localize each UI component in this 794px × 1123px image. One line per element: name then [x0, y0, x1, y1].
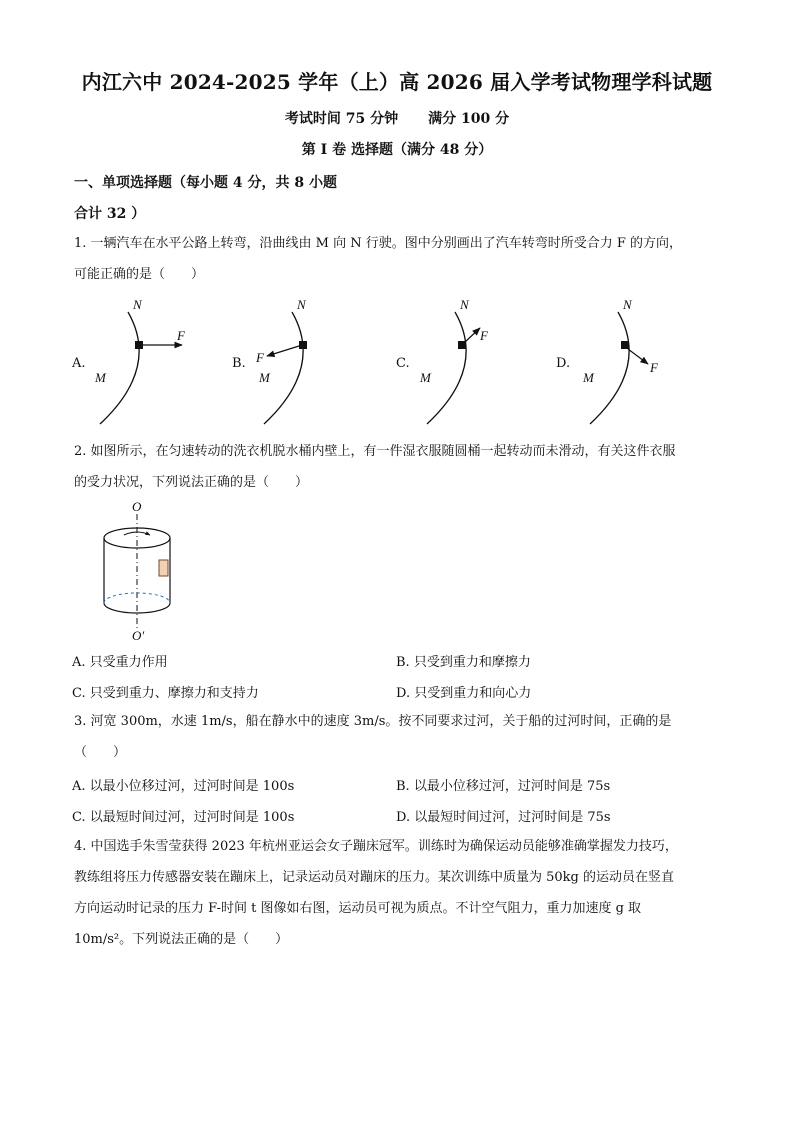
label-f: F: [177, 328, 185, 343]
curve-path: [264, 312, 303, 424]
q1-option-c-label: C.: [396, 356, 410, 371]
wet-clothes: [159, 560, 168, 576]
force-arrow: [628, 349, 648, 364]
label-m: M: [259, 370, 270, 385]
q3-stem-line1: 3. 河宽 300m，水速 1m/s，船在静水中的速度 3m/s。按不同要求过河，关于船的过河时间，正确的是: [74, 714, 672, 729]
q2-option-b: B. 只受到重力和摩擦力: [396, 655, 531, 670]
q4-stem-line1: 4. 中国选手朱雪莹获得 2023 年杭州亚运会女子蹦床冠军。训练时为确保运动员能够准确掌握发力技巧，: [74, 839, 678, 854]
label-n: N: [460, 297, 469, 312]
q4-stem-line3: 方向运动时记录的压力 F-时间 t 图像如右图，运动员可视为质点。不计空气阻力，重力加速度 g 取: [74, 901, 642, 916]
part-title: 第 I 卷 选择题（满分 48 分）: [301, 142, 493, 158]
car-block: [458, 341, 466, 349]
q2-drum-diagram: [90, 498, 190, 643]
label-f: F: [650, 360, 658, 375]
curve-path: [427, 312, 466, 424]
q3-option-c: C. 以最短时间过河，过河时间是 100s: [72, 810, 295, 825]
q1-diagram-d: [582, 297, 659, 424]
q3-option-a: A. 以最小位移过河，过河时间是 100s: [72, 779, 295, 794]
label-m: M: [95, 370, 106, 385]
label-m: M: [420, 370, 431, 385]
full-score: 满分 100 分: [428, 111, 510, 127]
q2-stem-line2: 的受力状况，下列说法正确的是（ ）: [74, 475, 309, 490]
force-arrow: [465, 328, 480, 342]
q2-option-a: A. 只受重力作用: [72, 655, 168, 670]
q1-option-d-label: D.: [556, 356, 571, 371]
q1-stem-line1: 1. 一辆汽车在水平公路上转弯，沿曲线由 M 向 N 行驶。图中分别画出了汽车转弯时所受合力 F 的方向，: [74, 236, 683, 251]
label-m: M: [583, 370, 594, 385]
car-block: [135, 341, 143, 349]
q3-stem-line2: （ ）: [74, 745, 127, 760]
exam-info: [0, 108, 794, 128]
car-block: [621, 341, 629, 349]
curve-path: [100, 312, 139, 424]
q3-option-d: D. 以最短时间过河，过河时间是 75s: [396, 810, 611, 825]
q1-stem-line2: 可能正确的是（ ）: [74, 267, 205, 282]
q1-option-b-label: B.: [232, 356, 246, 371]
rotation-arrow: [124, 532, 150, 535]
exam-time: 考试时间 75 分钟: [284, 111, 399, 127]
axis-label-top: O: [132, 499, 142, 514]
axis-label-bottom: O′: [132, 628, 145, 643]
q2-option-d: D. 只受到重力和向心力: [396, 686, 532, 701]
q1-diagram-a: [94, 297, 186, 424]
q1-option-a-label: A.: [72, 356, 86, 371]
page-title: 内江六中 2024-2025 学年（上）高 2026 届入学考试物理学科试题: [81, 70, 713, 94]
label-f: F: [256, 350, 264, 365]
force-arrow: [267, 346, 299, 356]
q1-diagrams: [0, 290, 794, 430]
label-n: N: [297, 297, 306, 312]
q2-stem-line1: 2. 如图所示，在匀速转动的洗衣机脱水桶内壁上，有一件湿衣服随圆桶一起转动而未滑动，有关这件衣服: [74, 444, 676, 459]
q4-stem-line2: 教练组将压力传感器安装在蹦床上，记录运动员对蹦床的压力。某次训练中质量为 50kg 的运动员在竖直: [74, 870, 675, 885]
car-block: [299, 341, 307, 349]
label-n: N: [133, 297, 142, 312]
q2-option-c: C. 只受到重力、摩擦力和支持力: [72, 686, 259, 701]
q1-diagram-b: [255, 297, 307, 424]
label-f: F: [480, 328, 488, 343]
section-heading-cont: 合计 32 ）: [74, 206, 146, 222]
label-n: N: [623, 297, 632, 312]
q1-diagram-c: [419, 297, 489, 424]
curve-path: [590, 312, 629, 424]
section-heading: 一、单项选择题（每小题 4 分，共 8 小题: [74, 175, 337, 191]
q4-stem-line4: 10m/s²。下列说法正确的是（ ）: [74, 932, 289, 947]
q3-option-b: B. 以最小位移过河，过河时间是 75s: [396, 779, 611, 794]
